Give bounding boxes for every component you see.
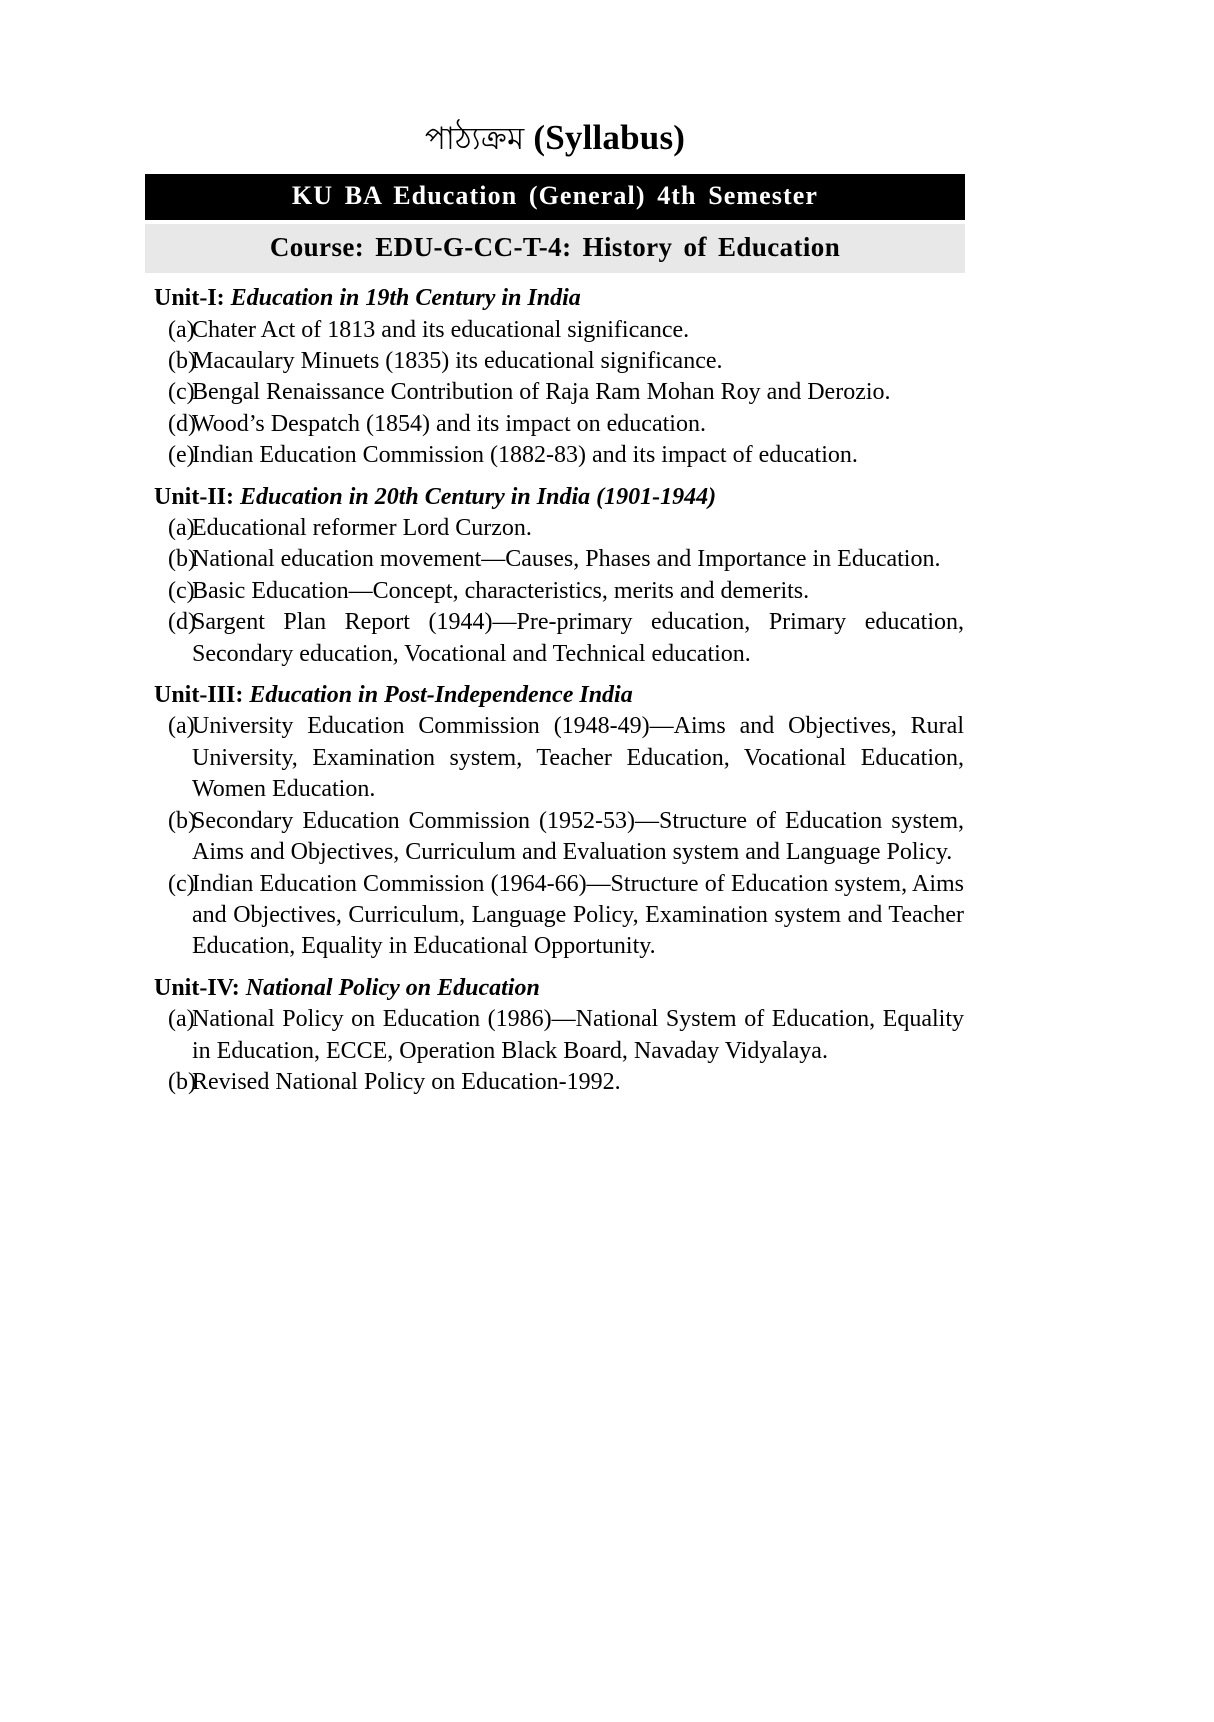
list-item-text: National Policy on Education (1986)—National System of Education, Equality in Education, ECCE, Operation Black Board, Navaday Vidyalaya. [192,1006,964,1064]
list-item-text: Basic Education—Concept, characteristics, merits and demerits. [192,577,810,604]
unit-label: Unit-IV: [154,974,240,1001]
unit-name: National Policy on Education [245,974,540,1001]
unit-item-list [145,1004,965,1098]
list-item-text: Indian Education Commission (1964-66)—Structure of Education system, Aims and Objectives, Curriculum, Language Policy, Examination system and Teacher Education, Equality in Educational Opportunity. [192,870,964,960]
list-item-marker: (b) [168,347,196,374]
unit-item-list [145,513,965,670]
unit-section [145,284,965,471]
list-item-text: Revised National Policy on Education-1992. [192,1069,621,1096]
list-item [145,806,965,869]
list-item-marker: (b) [168,807,196,834]
list-item-marker: (b) [168,1069,196,1096]
unit-item-list [145,315,965,472]
list-item-marker: (c) [168,379,195,406]
list-item-marker: (d) [168,609,196,636]
unit-heading [145,483,965,512]
unit-label: Unit-III: [154,682,244,709]
list-item [145,544,965,575]
list-item-text: Indian Education Commission (1882-83) and its impact of education. [192,442,858,469]
list-item [145,607,965,670]
list-item-marker: (a) [168,514,195,541]
list-item-marker: (c) [168,870,195,897]
unit-section [145,681,965,963]
unit-heading [145,681,965,710]
list-item [145,1004,965,1067]
list-item [145,869,965,963]
units-container [145,284,965,1098]
program-header-bar: KU BA Education (General) 4th Semester [145,174,965,220]
list-item-marker: (a) [168,316,195,343]
list-item-text: University Education Commission (1948-49)—Aims and Objectives, Rural University, Examination system, Teacher Education, Vocational Education, Women Education. [192,713,964,803]
page-title-latin: (Syllabus) [533,118,686,157]
list-item-text: Chater Act of 1813 and its educational significance. [192,316,690,343]
unit-heading [145,284,965,313]
list-item [145,711,965,805]
list-item-text: Wood’s Despatch (1854) and its impact on education. [192,410,706,437]
list-item-text: Secondary Education Commission (1952-53)—Structure of Education system, Aims and Objectives, Curriculum and Evaluation system and Language Policy. [192,807,964,866]
unit-name: Education in 20th Century in India (1901-1944) [240,483,717,510]
list-item-marker: (a) [168,1006,195,1033]
unit-name: Education in 19th Century in India [230,285,581,312]
list-item-text: Sargent Plan Report (1944)—Pre-primary education, Primary education, Secondary education, Vocational and Technical education. [192,609,964,667]
list-item-marker: (c) [168,577,195,604]
page-title [145,118,965,158]
list-item-marker: (b) [168,546,196,573]
list-item [145,513,965,544]
list-item [145,409,965,440]
page-content [145,118,965,1099]
list-item-marker: (d) [168,410,196,437]
list-item-text: National education movement—Causes, Phases and Importance in Education. [192,546,941,573]
list-item [145,377,965,408]
list-item-marker: (e) [168,442,195,469]
list-item [145,315,965,346]
unit-heading [145,974,965,1003]
unit-item-list [145,711,965,963]
list-item [145,1067,965,1098]
unit-name: Education in Post-Independence India [249,682,633,709]
unit-label: Unit-II: [154,483,235,510]
unit-label: Unit-I: [154,285,225,312]
page-title-native: পাঠ্যক্রম [424,121,525,157]
list-item-text: Educational reformer Lord Curzon. [192,514,532,541]
list-item-marker: (a) [168,713,195,740]
list-item-text: Macaulary Minuets (1835) its educational significance. [192,347,723,374]
unit-section [145,483,965,670]
list-item-text: Bengal Renaissance Contribution of Raja Ram Mohan Roy and Derozio. [192,379,891,406]
course-title-bar: Course: EDU-G-CC-T-4: History of Education [145,224,965,273]
list-item [145,440,965,471]
list-item [145,576,965,607]
unit-section [145,974,965,1099]
list-item [145,346,965,377]
